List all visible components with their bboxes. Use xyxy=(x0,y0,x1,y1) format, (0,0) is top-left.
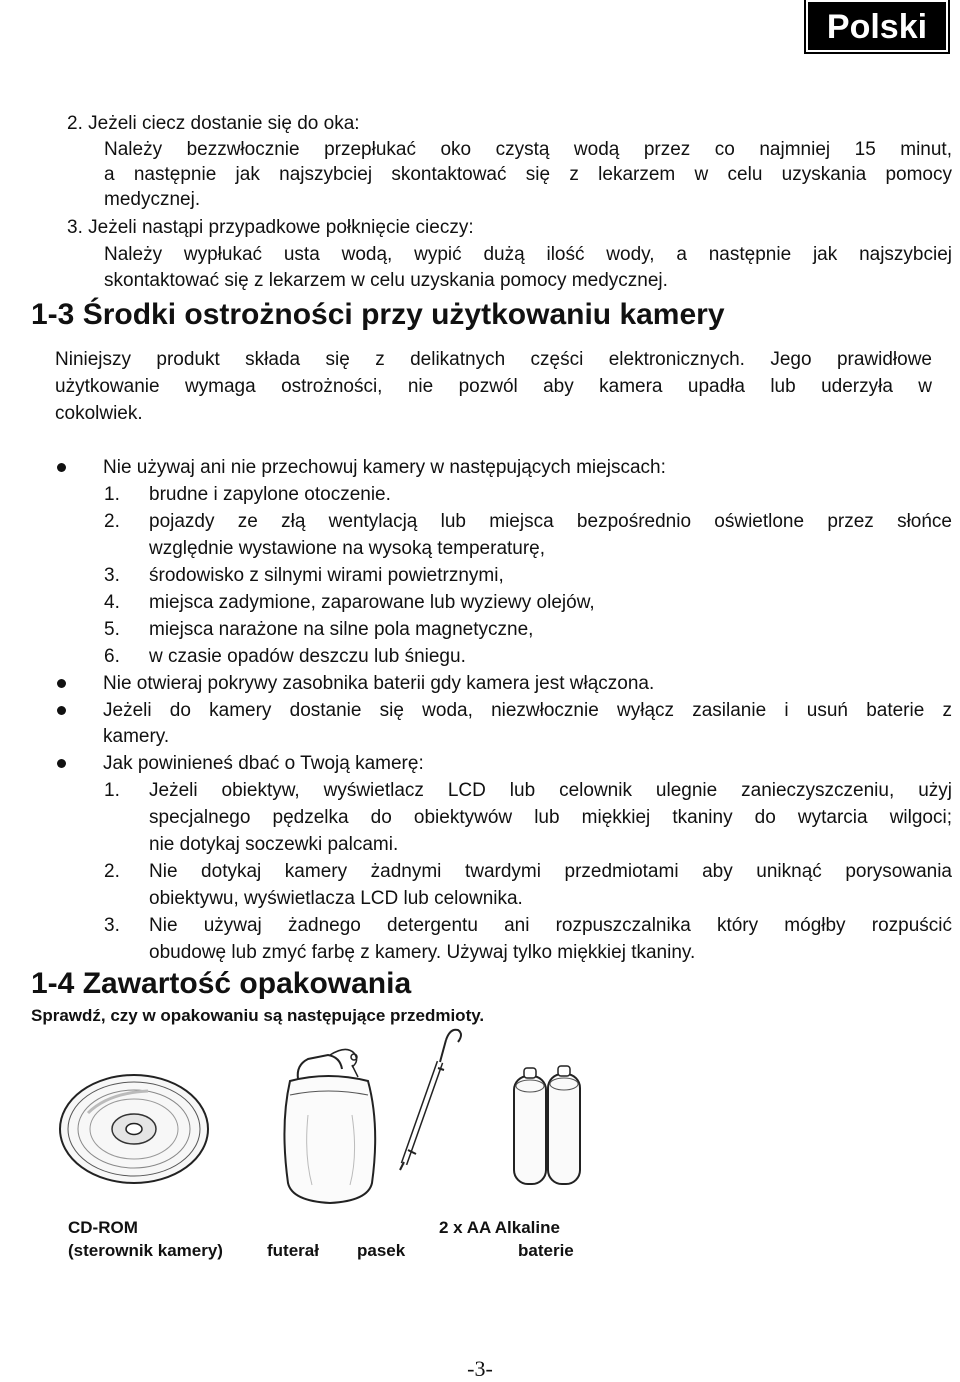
bullet-3-line-1: Jeżeli do kamery dostanie się woda, niezwłocznie wyłącz zasilanie i usuń baterie z xyxy=(103,700,952,721)
place-2-line-1: pojazdy ze złą wentylacją lub miejsca bezpośrednio oświetlone przez słońce xyxy=(149,511,952,532)
bullet-dot xyxy=(57,759,66,768)
place-2-line-2: względnie wystawione na wysoką temperaturę, xyxy=(149,538,546,559)
place-4-line-1: miejsca zadymione, zaparowane lub wyziewy olejów, xyxy=(149,592,595,613)
place-5-line-1: miejsca narażone na silne pola magnetyczne, xyxy=(149,619,534,640)
caption-cdrom-sub: (sterownik kamery) xyxy=(68,1241,223,1260)
bullet-dot xyxy=(57,706,66,715)
caption-batteries-sub: baterie xyxy=(518,1241,574,1260)
place-num-4: 4. xyxy=(104,592,120,613)
bullet-4-text: Jak powinieneś dbać o Twoją kamerę: xyxy=(103,753,424,774)
language-badge: Polski xyxy=(808,2,946,50)
first-aid-item-2-title: 2. Jeżeli ciecz dostanie się do oka: xyxy=(67,113,360,134)
first-aid-item-2-line-3: medycznej. xyxy=(104,189,201,210)
caption-pouch: futerał xyxy=(267,1241,319,1260)
care-2-line-1: Nie dotykaj kamery żadnymi twardymi przedmiotami aby uniknąć porysowania xyxy=(149,861,952,882)
place-num-5: 5. xyxy=(104,619,120,640)
section-1-4-intro: Sprawdź, czy w opakowaniu są następujące przedmioty. xyxy=(31,1006,485,1025)
first-aid-item-3-line-1: Należy wypłukać usta wodą, wypić dużą ilość wody, a następnie jak najszybciej xyxy=(104,244,952,265)
first-aid-item-2-line-2: a następnie jak najszybciej skontaktować się z lekarzem w celu uzyskania pomocy xyxy=(104,164,952,185)
care-num-1: 1. xyxy=(104,780,120,801)
first-aid-item-3-title: 3. Jeżeli nastąpi przypadkowe połknięcie cieczy: xyxy=(67,217,474,238)
care-1-line-1: Jeżeli obiektyw, wyświetlacz LCD lub celownik ulegnie zanieczyszczeniu, użyj xyxy=(149,780,952,801)
strap-icon xyxy=(388,1022,468,1172)
care-num-3: 3. xyxy=(104,915,120,936)
first-aid-item-2-line-1: Należy bezzwłocznie przepłukać oko czystą wodą przez co najmniej 15 minut, xyxy=(104,139,952,160)
pouch-icon xyxy=(268,1035,388,1207)
place-3-line-1: środowisko z silnymi wirami powietrznymi, xyxy=(149,565,504,586)
place-1-line-1: brudne i zapylone otoczenie. xyxy=(149,484,391,505)
section-1-3-intro-line-2: użytkowanie wymaga ostrożności, nie pozwól aby kamera upadła lub uderzyła w xyxy=(55,376,932,397)
caption-cdrom: CD-ROM xyxy=(68,1218,138,1237)
section-1-3-intro-line-3: cokolwiek. xyxy=(55,403,143,424)
bullet-3-line-2: kamery. xyxy=(103,726,170,747)
care-1-line-3: nie dotykaj soczewki palcami. xyxy=(149,834,399,855)
section-1-3-intro-line-1: Niniejszy produkt składa się z delikatnych części elektronicznych. Jego prawidłowe xyxy=(55,349,932,370)
place-6-line-1: w czasie opadów deszczu lub śniegu. xyxy=(149,646,466,667)
bullet-2-text: Nie otwieraj pokrywy zasobnika baterii gdy kamera jest włączona. xyxy=(103,673,655,694)
bullet-dot xyxy=(57,679,66,688)
bullet-dot xyxy=(57,463,66,472)
place-num-6: 6. xyxy=(104,646,120,667)
caption-batteries: 2 x AA Alkaline xyxy=(439,1218,560,1237)
first-aid-item-3-line-2: skontaktować się z lekarzem w celu uzyskania pomocy medycznej. xyxy=(104,270,668,291)
care-3-line-1: Nie używaj żadnego detergentu ani rozpuszczalnika który mógłby rozpuścić xyxy=(149,915,952,936)
care-num-2: 2. xyxy=(104,861,120,882)
care-1-line-2: specjalnego pędzelka do obiektywów lub miękkiej tkaniny do wytarcia wilgoci; xyxy=(149,807,952,828)
section-1-3-heading: 1-3 Środki ostrożności przy użytkowaniu kamery xyxy=(31,298,725,331)
batteries-icon xyxy=(508,1062,588,1190)
page-number: -3- xyxy=(467,1356,493,1381)
care-3-line-2: obudowę lub zmyć farbę z kamery. Używaj tylko miękkiej tkaniny. xyxy=(149,942,696,963)
bullet-1-text: Nie używaj ani nie przechowuj kamery w następujących miejscach: xyxy=(103,457,666,478)
cd-rom-icon xyxy=(58,1073,210,1185)
section-1-4-heading: 1-4 Zawartość opakowania xyxy=(31,967,412,1000)
care-2-line-2: obiektywu, wyświetlacza LCD lub celownika. xyxy=(149,888,523,909)
place-num-3: 3. xyxy=(104,565,120,586)
caption-strap: pasek xyxy=(357,1241,406,1260)
place-num-1: 1. xyxy=(104,484,120,505)
place-num-2: 2. xyxy=(104,511,120,532)
